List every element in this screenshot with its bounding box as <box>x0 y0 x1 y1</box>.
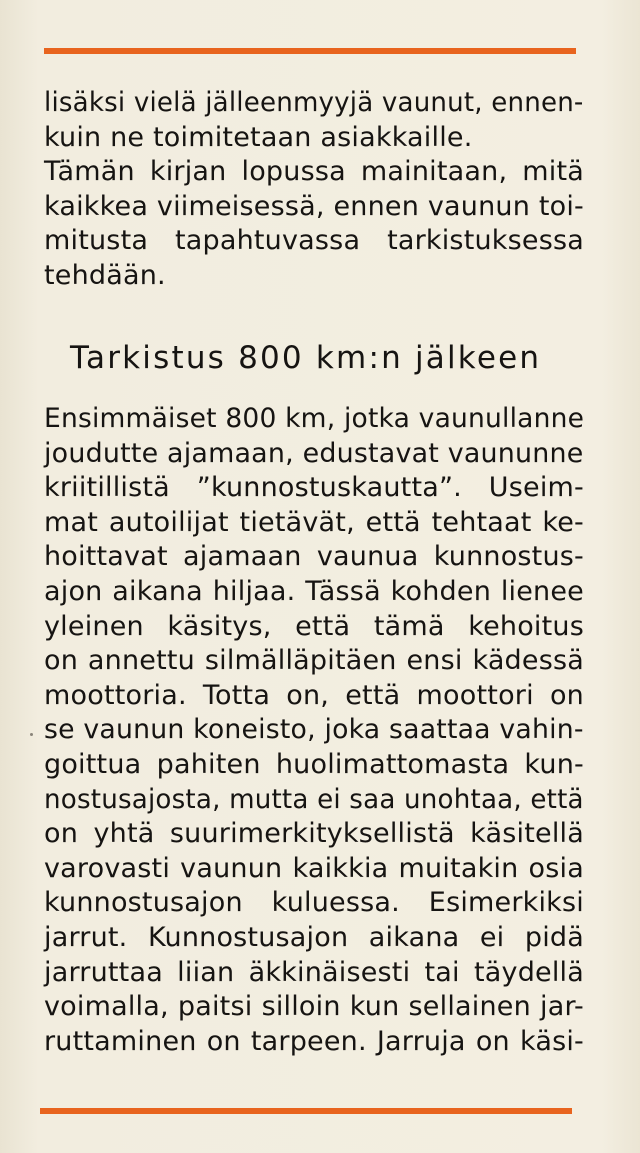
body-line-14: varovasti vaunun kaikkia muitakin osia <box>44 852 584 884</box>
body-line-16: jarrut. Kunnostusajon aikana ei pidä <box>44 921 584 953</box>
body-line-19: ruttaminen on tarpeen. Jarruja on käsi- <box>44 1025 584 1057</box>
top-orange-rule <box>44 48 576 54</box>
section-heading: Tarkistus 800 km:n jälkeen <box>70 340 542 376</box>
body-line-18: voimalla, paitsi silloin kun sellainen jar- <box>44 991 584 1023</box>
bottom-orange-rule <box>40 1108 572 1114</box>
body-line-4: mat autoilijat tietävät, että tehtaat ke- <box>44 506 584 538</box>
intro-line-2: kuin ne toimitetaan asiakkaille. <box>44 121 473 153</box>
margin-speck <box>30 733 33 736</box>
intro-line-6: tehdään. <box>44 259 166 291</box>
body-line-1: Ensimmäiset 800 km, jotka vaunullanne <box>44 403 585 434</box>
intro-line-3: Tämän kirjan lopussa mainitaan, mitä <box>44 156 584 188</box>
body-line-2: joudutte ajamaan, edustavat vaununne <box>44 437 584 469</box>
body-line-9: moottoria. Totta on, että moottori on <box>44 679 584 711</box>
body-line-13: on yhtä suurimerkityksellistä käsitellä <box>44 818 584 850</box>
body-line-6: ajon aikana hiljaa. Tässä kohden lienee <box>44 575 584 607</box>
body-line-3: kriitillistä ”kunnostuskautta”. Useim- <box>44 472 584 504</box>
intro-line-4: kaikkea viimeisessä, ennen vaunun toi- <box>44 190 584 222</box>
body-line-10: se vaunun koneisto, joka saattaa vahin- <box>44 714 584 746</box>
body-line-11: goittua pahiten huolimattomasta kun- <box>44 748 584 780</box>
body-line-12: nostusajosta, mutta ei saa unohtaa, että <box>44 783 584 815</box>
intro-line-5: mitusta tapahtuvassa tarkistuksessa <box>44 225 584 257</box>
body-line-8: on annettu silmälläpitäen ensi kädessä <box>44 645 584 677</box>
body-line-7: yleinen käsitys, että tämä kehoitus <box>44 610 584 642</box>
intro-line-1: lisäksi vielä jälleenmyyjä vaunut, ennen- <box>44 87 584 118</box>
body-line-17: jarruttaa liian äkkinäisesti tai täydellä <box>44 956 584 988</box>
intro-paragraph <box>44 86 584 294</box>
body-paragraph <box>44 402 584 1059</box>
body-line-15: kunnostusajon kuluessa. Esimerkiksi <box>44 887 584 919</box>
body-line-5: hoittavat ajamaan vaunua kunnostus- <box>44 541 584 573</box>
